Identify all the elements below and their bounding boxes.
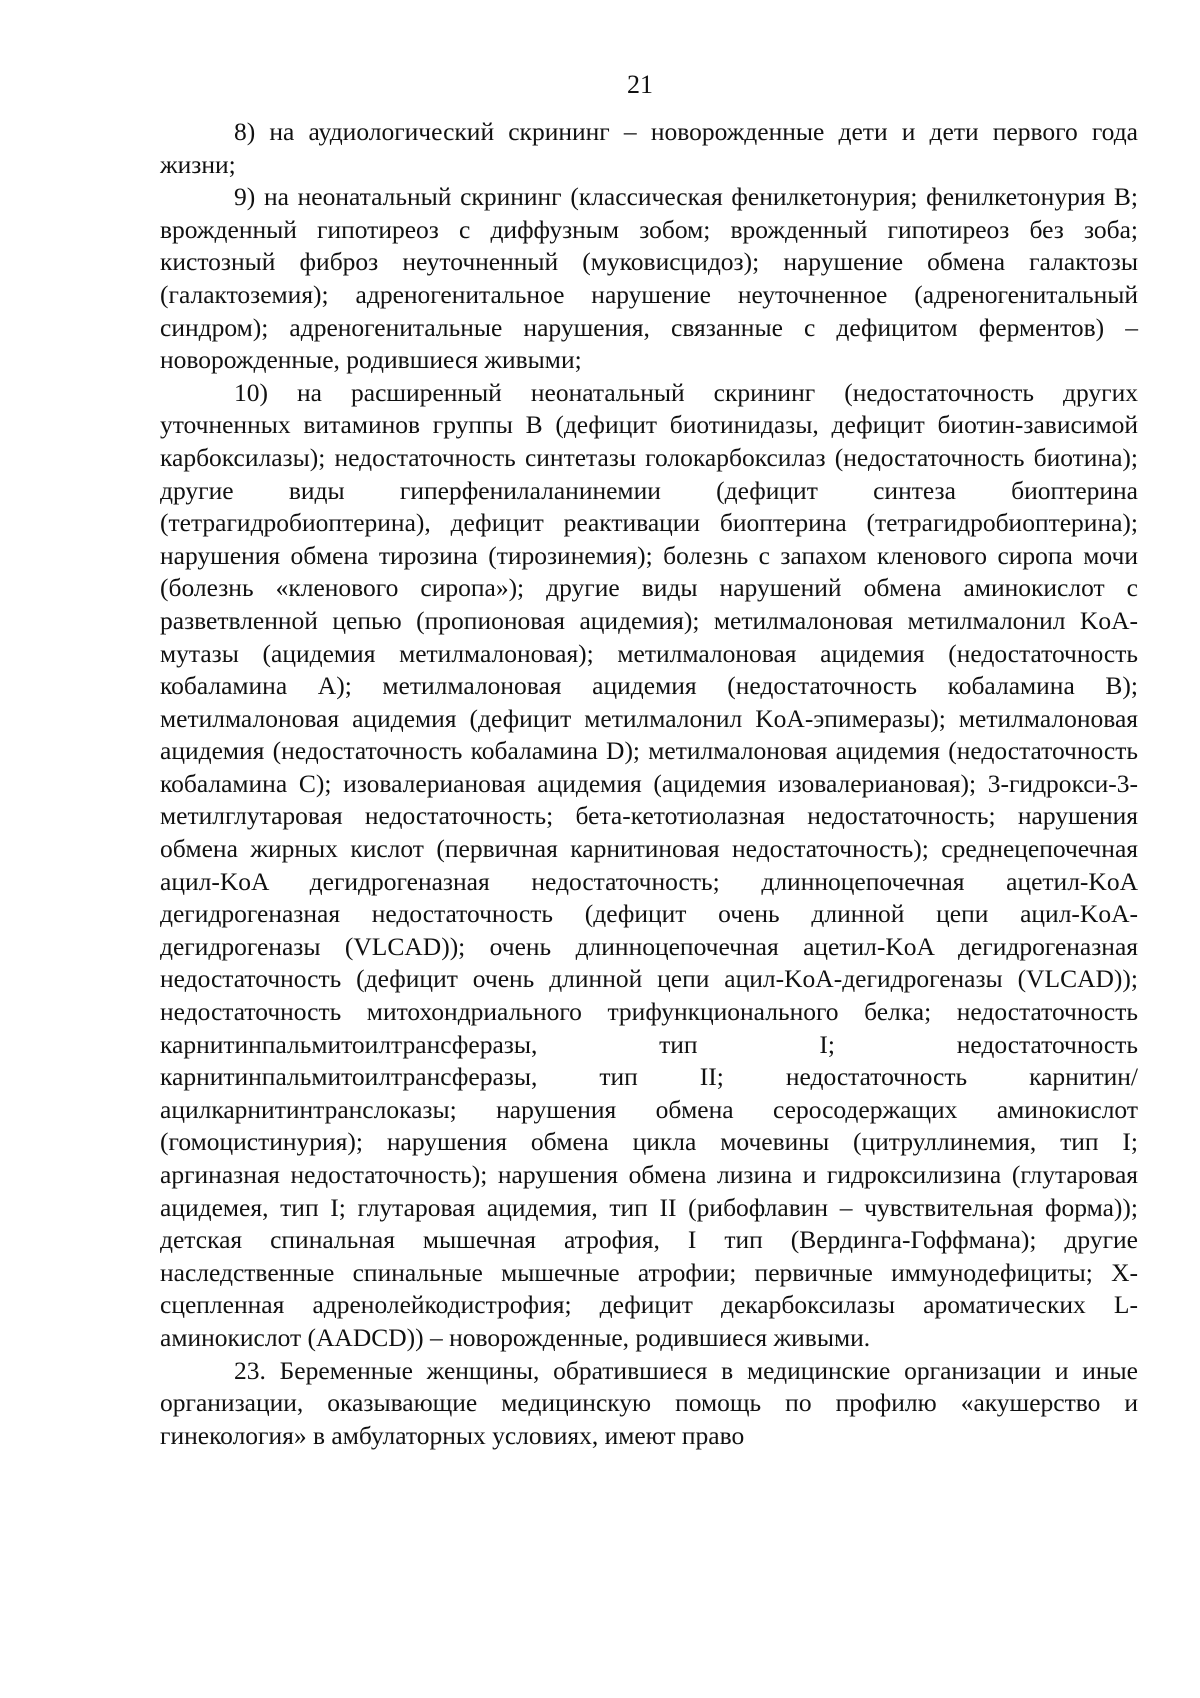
page-number: 21 — [627, 70, 653, 99]
paragraph-item-9: 9) на неонатальный скрининг (классическая фенилкетонурия; фенилкетонурия B; врожденный гипотиреоз с диффузным зобом; врожденный гипотиреоз без зоба; кистозный фиброз неуточненный (муковисцидоз); нарушение обмена галактозы (галактоземия); адреногенитальное нарушение неуточненное (адреногенитальный синдром); адреногенитальные нарушения, связанные с дефицитом ферментов) – новорожденные, родившиеся живыми; — [160, 182, 1138, 375]
document-body — [160, 116, 1138, 1452]
paragraph-item-8: 8) на аудиологический скрининг – новорожденные дети и дети первого года жизни; — [160, 117, 1138, 179]
paragraph-item-10: 10) на расширенный неонатальный скрининг (недостаточность других уточненных витаминов группы B (дефицит биотинидазы, дефицит биотин-зависимой карбоксилазы); недостаточность синтетазы голокарбоксилаз (недостаточность биотина); другие виды гиперфенилаланинемии (дефицит синтеза биоптерина (тетрагидробиоптерина), дефицит реактивации биоптерина (тетрагидробиоптерина); нарушения обмена тирозина (тирозинемия); болезнь с запахом кленового сиропа мочи (болезнь «кленового сиропа»); другие виды нарушений обмена аминокислот с разветвленной цепью (пропионовая ацидемия); метилмалоновая метилмалонил KoA-мутазы (ацидемия метилмалоновая); метилмалоновая ацидемия (недостаточность кобаламина A); метилмалоновая ацидемия (недостаточность кобаламина B); метилмалоновая ацидемия (дефицит метилмалонил KoA-эпимеразы); метилмалоновая ацидемия (недостаточность кобаламина D); метилмалоновая ацидемия (недостаточность кобаламина C); изовалериановая ацидемия (ацидемия изовалериановая); 3-гидрокси-3-метилглутаровая недостаточность; бета-кетотиолазная недостаточность; нарушения обмена жирных кислот (первичная карнитиновая недостаточность); среднецепочечная ацил-KoA дегидрогеназная недостаточность; длинноцепочечная ацетил-KoA дегидрогеназная недостаточность (дефицит очень длинной цепи ацил-KoA-дегидрогеназы (VLCAD)); очень длинноцепочечная ацетил-KoA дегидрогеназная недостаточность (дефицит очень длинной цепи ацил-KoA-дегидрогеназы (VLCAD)); недостаточность митохондриального трифункционального белка; недостаточность карнитинпальмитоилтрансферазы, тип I; недостаточность карнитинпальмитоилтрансферазы, тип II; недостаточность карнитин/ацилкарнитинтранслоказы; нарушения обмена серосодержащих аминокислот (гомоцистинурия); нарушения обмена цикла мочевины (цитруллинемия, тип I; аргиназная недостаточность); нарушения обмена лизина и гидроксилизина (глутаровая ацидемея, тип I; глутаровая ацидемия, тип II (рибофлавин – чувствительная форма)); детская спинальная мышечная атрофия, I тип (Вердинга-Гоффмана); другие наследственные спинальные мышечные атрофии; первичные иммунодефициты; X-сцепленная адренолейкодистрофия; дефицит декарбоксилазы ароматических L-аминокислот (AADCD)) – новорожденные, родившиеся живыми. — [160, 377, 1138, 1352]
paragraph-point-23: 23. Беременные женщины, обратившиеся в медицинские организации и иные организации, оказывающие медицинскую помощь по профилю «акушерство и гинекология» в амбулаторных условиях, имеют право — [160, 1355, 1138, 1450]
